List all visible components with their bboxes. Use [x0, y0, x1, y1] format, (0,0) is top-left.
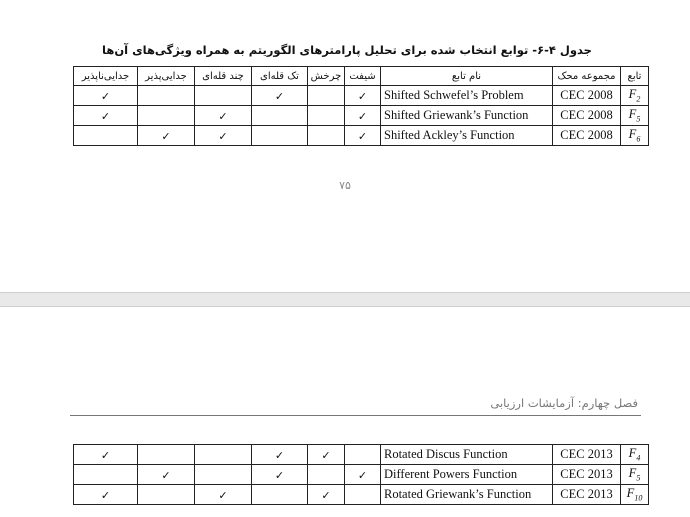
cell-separable	[138, 485, 195, 505]
cell-nonseparable	[74, 106, 138, 126]
header-multimodal: چند قله‌ای	[195, 67, 252, 86]
check-mark-icon: ✓	[321, 488, 331, 502]
cell-benchmark-suite: CEC 2013	[553, 485, 621, 505]
table-caption: جدول ۴-۶- توابع انتخاب شده برای تحلیل پارامترهای الگوریتم به همراه ویژگی‌های آن‌ها	[102, 43, 592, 57]
cell-multimodal	[195, 86, 252, 106]
table-header-row	[74, 67, 649, 86]
function-symbol: F	[628, 107, 637, 122]
table-row	[74, 86, 649, 106]
function-index: 6	[636, 134, 641, 144]
table-row	[74, 106, 649, 126]
check-mark-icon: ✓	[357, 468, 368, 482]
cell-shift	[345, 465, 381, 485]
header-unimodal: تک قله‌ای	[252, 67, 308, 86]
table-row	[74, 485, 649, 505]
cell-separable	[138, 126, 195, 146]
chapter-header: فصل چهارم: آزمایشات ارزیابی	[490, 396, 638, 410]
cell-multimodal	[195, 465, 252, 485]
check-mark-icon: ✓	[100, 448, 111, 462]
header-function-name: نام تابع	[381, 67, 553, 86]
cell-function-id	[621, 445, 649, 465]
function-symbol: F	[628, 87, 637, 102]
check-mark-icon: ✓	[218, 109, 228, 123]
cell-function-id	[621, 485, 649, 505]
check-mark-icon: ✓	[321, 448, 331, 462]
cell-multimodal	[195, 485, 252, 505]
function-index: 2	[636, 94, 641, 104]
function-index: 4	[636, 453, 641, 463]
check-mark-icon: ✓	[100, 109, 111, 123]
cell-rotation	[308, 445, 345, 465]
check-mark-icon: ✓	[274, 89, 285, 103]
cell-function-id	[621, 86, 649, 106]
page-separator	[0, 292, 690, 307]
header-shift: شیفت	[345, 67, 381, 86]
cell-shift	[345, 106, 381, 126]
function-index: 5	[636, 114, 641, 124]
check-mark-icon: ✓	[100, 488, 111, 502]
cell-shift	[345, 126, 381, 146]
check-mark-icon: ✓	[161, 468, 171, 482]
table-row	[74, 465, 649, 485]
cell-nonseparable	[74, 86, 138, 106]
cell-separable	[138, 106, 195, 126]
header-function-id: تابع	[621, 67, 649, 86]
page-number: ۷۵	[339, 179, 351, 192]
cell-rotation	[308, 465, 345, 485]
cell-shift	[345, 86, 381, 106]
check-mark-icon: ✓	[357, 89, 368, 103]
cell-separable	[138, 465, 195, 485]
header-separable: جدایی‌پذیر	[138, 67, 195, 86]
cell-benchmark-suite: CEC 2008	[553, 86, 621, 106]
cell-function-name: Shifted Schwefel’s Problem	[381, 86, 553, 106]
cell-function-id	[621, 126, 649, 146]
check-mark-icon: ✓	[357, 109, 368, 123]
cell-nonseparable	[74, 485, 138, 505]
cell-unimodal	[252, 465, 308, 485]
cell-nonseparable	[74, 126, 138, 146]
check-mark-icon: ✓	[357, 129, 368, 143]
cell-rotation	[308, 86, 345, 106]
function-symbol: F	[628, 466, 637, 481]
cell-multimodal	[195, 445, 252, 465]
check-mark-icon: ✓	[100, 89, 111, 103]
cell-benchmark-suite: CEC 2008	[553, 106, 621, 126]
cell-nonseparable	[74, 465, 138, 485]
check-mark-icon: ✓	[274, 468, 285, 482]
functions-table-top	[73, 66, 649, 146]
cell-multimodal	[195, 126, 252, 146]
function-index: 5	[636, 473, 641, 483]
cell-shift	[345, 485, 381, 505]
functions-table-bottom	[73, 444, 649, 505]
cell-unimodal	[252, 445, 308, 465]
check-mark-icon: ✓	[218, 488, 228, 502]
cell-multimodal	[195, 106, 252, 126]
header-rule	[70, 415, 641, 416]
header-benchmark-suite: مجموعه محک	[553, 67, 621, 86]
cell-nonseparable	[74, 445, 138, 465]
table-row	[74, 126, 649, 146]
header-rotation: چرخش	[308, 67, 345, 86]
cell-function-name: Shifted Ackley’s Function	[381, 126, 553, 146]
function-symbol: F	[628, 446, 637, 461]
table-row	[74, 445, 649, 465]
cell-function-name: Rotated Discus Function	[381, 445, 553, 465]
cell-unimodal	[252, 485, 308, 505]
cell-benchmark-suite: CEC 2013	[553, 445, 621, 465]
function-symbol: F	[626, 486, 635, 501]
cell-function-name: Different Powers Function	[381, 465, 553, 485]
check-mark-icon: ✓	[161, 129, 171, 143]
cell-function-name: Rotated Griewank’s Function	[381, 485, 553, 505]
cell-function-id	[621, 106, 649, 126]
cell-function-name: Shifted Griewank’s Function	[381, 106, 553, 126]
cell-shift	[345, 445, 381, 465]
header-nonseparable: جدایی‌ناپذیر	[74, 67, 138, 86]
cell-separable	[138, 86, 195, 106]
cell-rotation	[308, 485, 345, 505]
cell-benchmark-suite: CEC 2008	[553, 126, 621, 146]
cell-rotation	[308, 106, 345, 126]
cell-rotation	[308, 126, 345, 146]
cell-separable	[138, 445, 195, 465]
cell-unimodal	[252, 106, 308, 126]
cell-unimodal	[252, 86, 308, 106]
cell-benchmark-suite: CEC 2013	[553, 465, 621, 485]
cell-unimodal	[252, 126, 308, 146]
check-mark-icon: ✓	[218, 129, 228, 143]
cell-function-id	[621, 465, 649, 485]
function-index: 10	[634, 493, 643, 503]
function-symbol: F	[628, 127, 637, 142]
check-mark-icon: ✓	[274, 448, 285, 462]
